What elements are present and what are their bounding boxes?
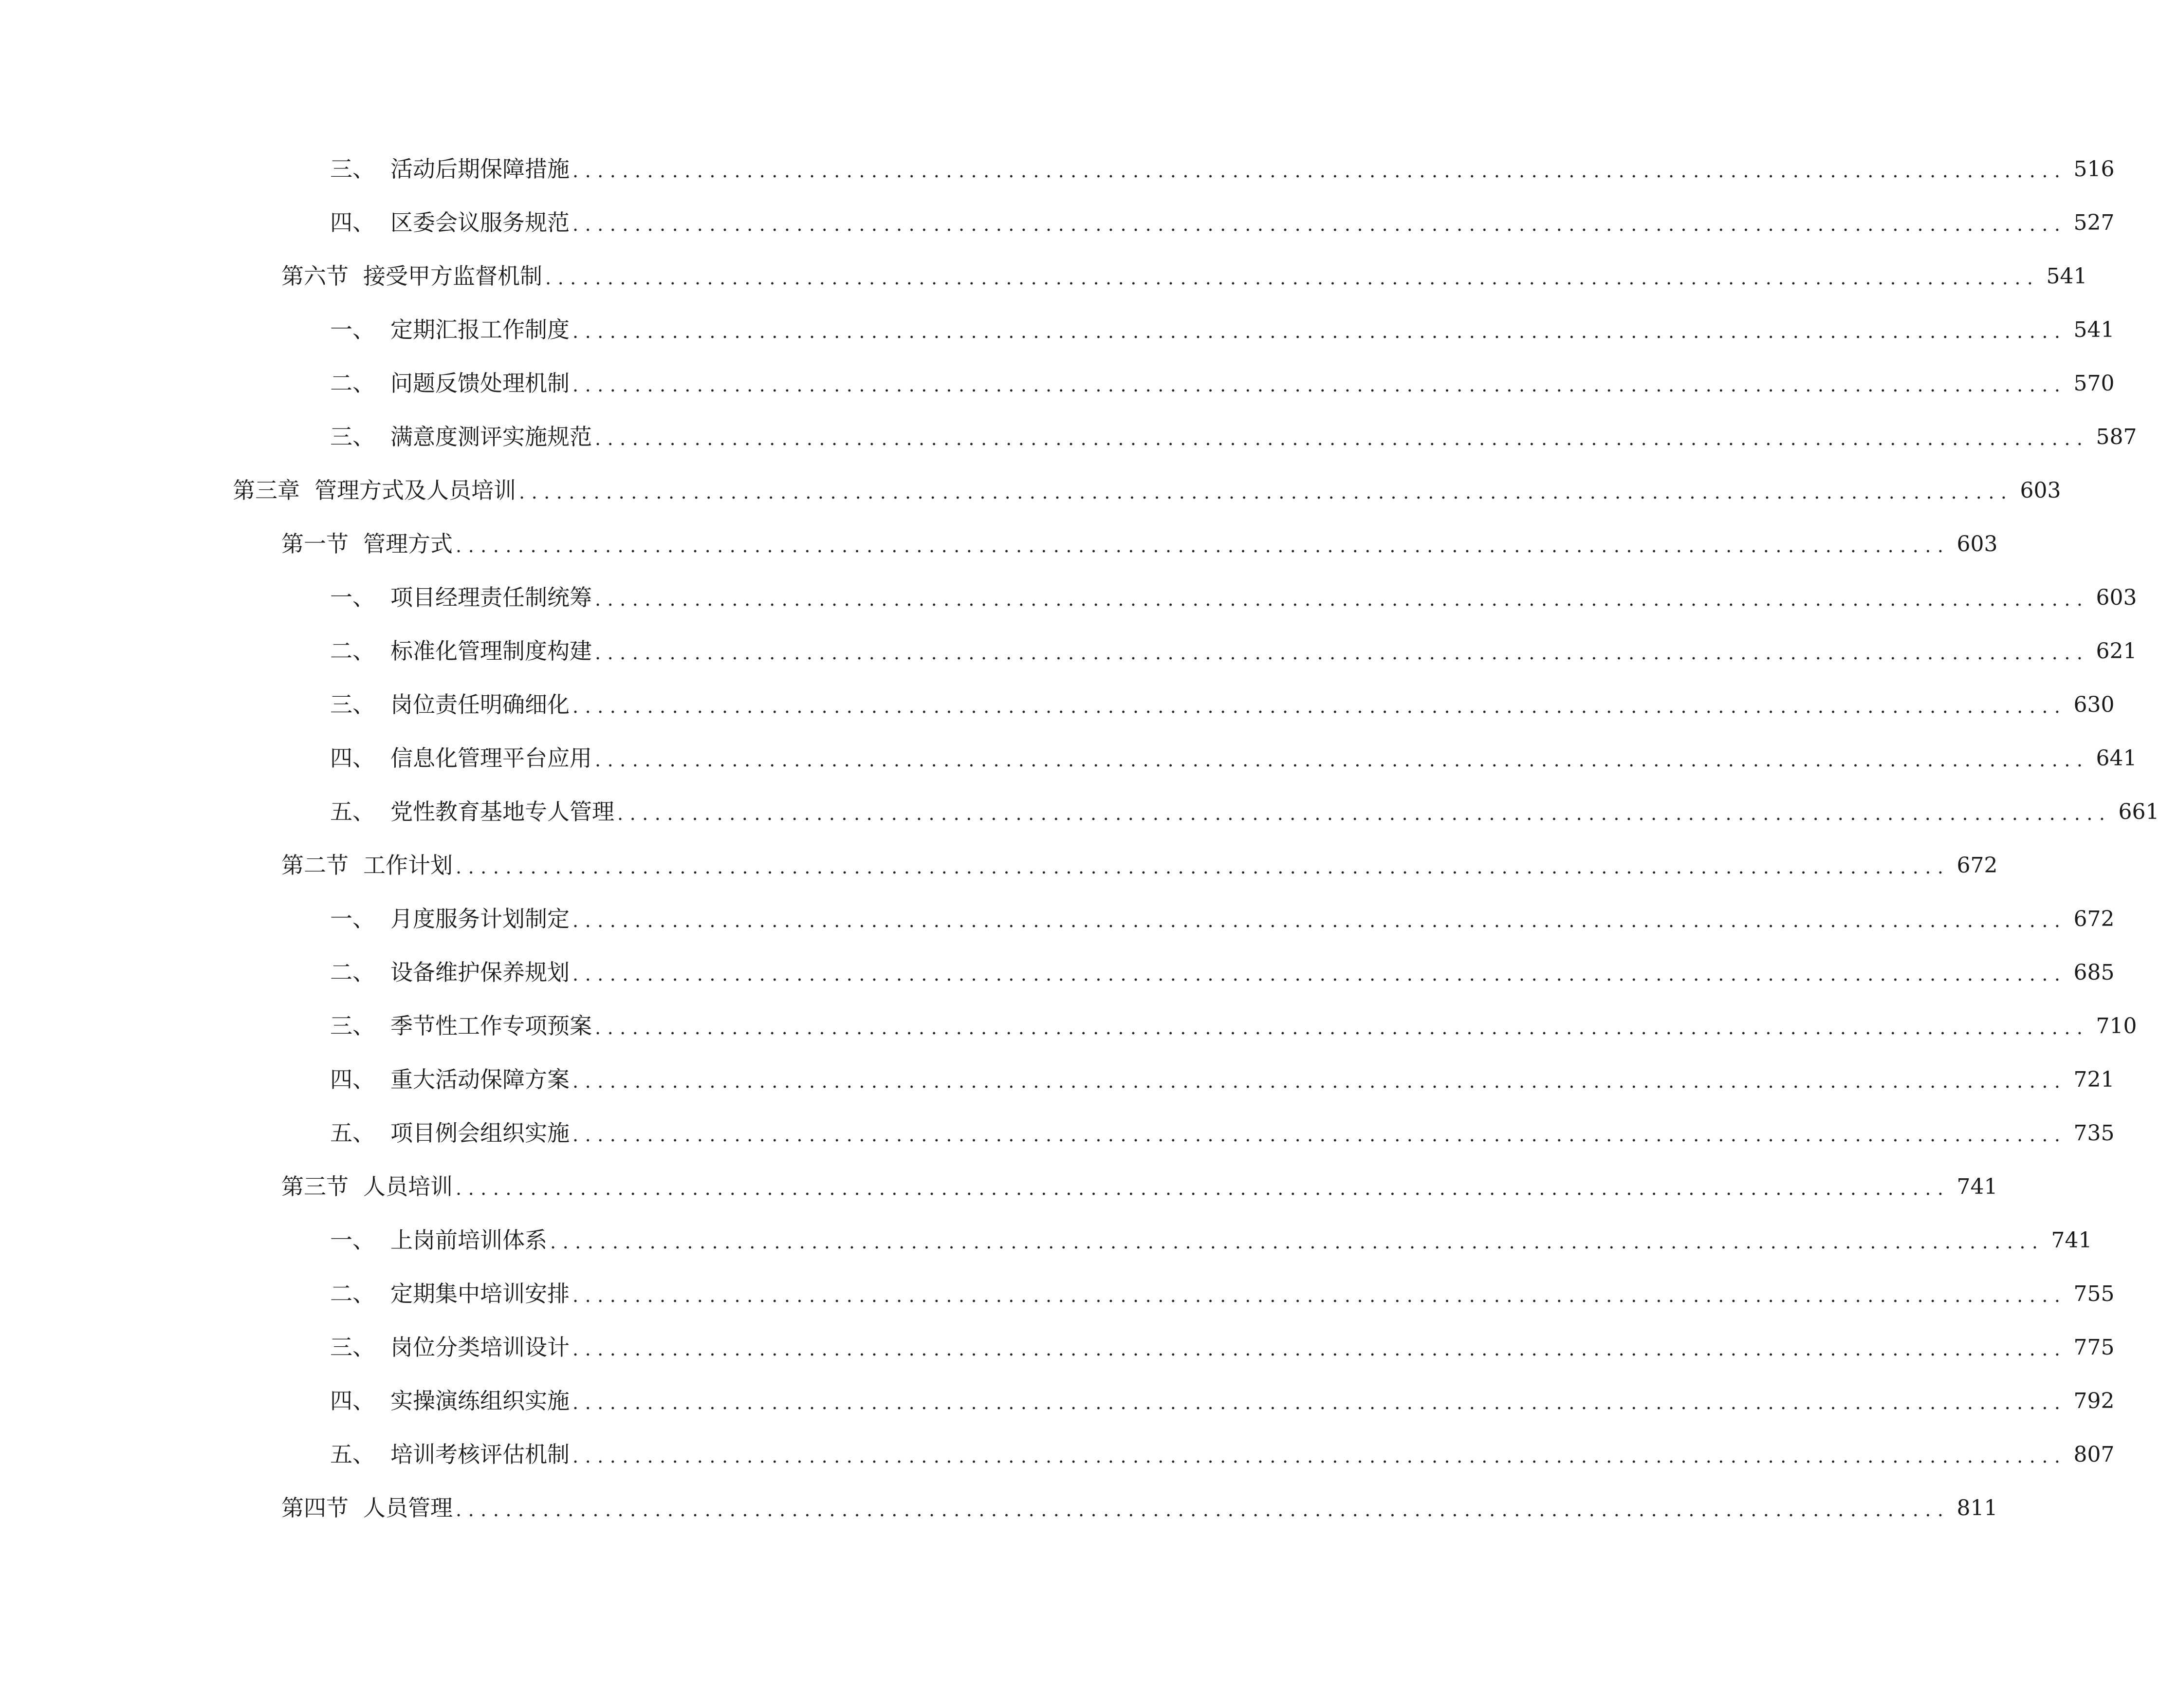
- entry-title: 满意度测评实施规范: [390, 424, 592, 450]
- entry-number: 三、: [330, 1013, 375, 1039]
- toc-entry[interactable]: [330, 409, 2137, 450]
- entry-title: 定期汇报工作制度: [390, 316, 570, 343]
- entry-title: 人员培训: [363, 1173, 453, 1200]
- entry-number: 四、: [330, 1388, 375, 1414]
- entry-number: 三、: [330, 691, 375, 718]
- entry-title: 标准化管理制度构建: [390, 638, 592, 664]
- entry-title: 重大活动保障方案: [390, 1066, 570, 1093]
- entry-number: 三、: [330, 1334, 375, 1360]
- entry-number: 第四节: [281, 1495, 349, 1521]
- dot-leader: ........................................................................................................................: [572, 964, 2067, 985]
- dot-leader: ........................................................................................................................: [456, 535, 1950, 557]
- entry-number: 四、: [330, 1066, 375, 1093]
- toc-entry[interactable]: [330, 998, 2137, 1039]
- entry-page-number: 721: [2073, 1067, 2115, 1092]
- toc-entry[interactable]: [330, 677, 2115, 718]
- entry-title: 人员管理: [363, 1495, 453, 1521]
- entry-title: 定期集中培训安排: [390, 1281, 570, 1307]
- dot-leader: ........................................................................................................................: [595, 589, 2089, 610]
- toc-entry[interactable]: [281, 248, 2087, 289]
- entry-title: 培训考核评估机制: [390, 1441, 570, 1467]
- dot-leader: ........................................................................................................................: [572, 321, 2067, 342]
- entry-page-number: 587: [2096, 425, 2137, 449]
- toc-entry[interactable]: [330, 1052, 2115, 1093]
- entry-number: 二、: [330, 959, 375, 985]
- entry-page-number: 603: [2096, 585, 2137, 610]
- toc-entry[interactable]: [330, 302, 2115, 343]
- dot-leader: ........................................................................................................................: [545, 267, 2040, 289]
- dot-leader: ........................................................................................................................: [456, 1499, 1950, 1521]
- toc-entry[interactable]: [330, 195, 2115, 236]
- dot-leader: ........................................................................................................................: [456, 1178, 1950, 1199]
- entry-page-number: 807: [2073, 1442, 2115, 1467]
- dot-leader: ........................................................................................................................: [572, 1124, 2067, 1146]
- toc-entry[interactable]: [330, 623, 2137, 664]
- dot-leader: ........................................................................................................................: [572, 1446, 2067, 1467]
- entry-title: 岗位分类培训设计: [390, 1334, 570, 1360]
- toc-entry[interactable]: [330, 730, 2137, 771]
- entry-number: 一、: [330, 316, 375, 343]
- entry-title: 设备维护保养规划: [390, 959, 570, 985]
- entry-number: 四、: [330, 209, 375, 236]
- entry-page-number: 516: [2073, 157, 2115, 182]
- entry-title: 实操演练组织实施: [390, 1388, 570, 1414]
- entry-number: 五、: [330, 1441, 375, 1467]
- entry-number: 二、: [330, 370, 375, 396]
- entry-number: 五、: [330, 1120, 375, 1146]
- toc-entry[interactable]: [330, 570, 2137, 611]
- dot-leader: ........................................................................................................................: [572, 1071, 2067, 1092]
- entry-number: 三、: [330, 424, 375, 450]
- dot-leader: ........................................................................................................................: [595, 428, 2089, 449]
- entry-title: 工作计划: [363, 852, 453, 878]
- entry-page-number: 710: [2096, 1014, 2137, 1039]
- entry-page-number: 672: [2073, 907, 2115, 931]
- dot-leader: ........................................................................................................................: [572, 1285, 2067, 1306]
- entry-page-number: 570: [2073, 371, 2115, 396]
- entry-title: 上岗前培训体系: [390, 1227, 547, 1253]
- entry-number: 一、: [330, 906, 375, 932]
- toc-entry[interactable]: [330, 141, 2115, 182]
- entry-page-number: 735: [2073, 1121, 2115, 1146]
- entry-number: 一、: [330, 1227, 375, 1253]
- toc-entry[interactable]: [330, 1373, 2115, 1414]
- entry-title: 月度服务计划制定: [390, 906, 570, 932]
- toc-entry[interactable]: [330, 891, 2115, 932]
- dot-leader: ........................................................................................................................: [572, 160, 2067, 182]
- entry-page-number: 661: [2118, 799, 2159, 824]
- entry-page-number: 603: [1956, 532, 1998, 557]
- entry-page-number: 527: [2073, 210, 2115, 235]
- entry-number: 一、: [330, 584, 375, 611]
- entry-page-number: 792: [2073, 1389, 2115, 1413]
- dot-leader: ........................................................................................................................: [595, 1017, 2089, 1039]
- entry-title: 活动后期保障措施: [390, 156, 570, 182]
- entry-number: 五、: [330, 798, 375, 825]
- entry-number: 第三章: [233, 477, 300, 503]
- toc-entry[interactable]: [330, 945, 2115, 985]
- dot-leader: ........................................................................................................................: [572, 696, 2067, 717]
- entry-number: 第三节: [281, 1173, 349, 1200]
- entry-page-number: 630: [2073, 692, 2115, 717]
- entry-page-number: 541: [2046, 264, 2087, 289]
- dot-leader: ........................................................................................................................: [456, 856, 1950, 878]
- dot-leader: ........................................................................................................................: [572, 1392, 2067, 1413]
- dot-leader: ........................................................................................................................: [572, 910, 2067, 931]
- toc-entry[interactable]: [330, 784, 2159, 825]
- entry-page-number: 685: [2073, 960, 2115, 985]
- dot-leader: ........................................................................................................................: [572, 214, 2067, 235]
- toc-entry[interactable]: [281, 1480, 1998, 1521]
- entry-number: 四、: [330, 745, 375, 771]
- entry-number: 三、: [330, 156, 375, 182]
- entry-title: 岗位责任明确细化: [390, 691, 570, 718]
- toc-entry[interactable]: [330, 1105, 2115, 1146]
- entry-title: 项目例会组织实施: [390, 1120, 570, 1146]
- entry-title: 党性教育基地专人管理: [390, 798, 614, 825]
- dot-leader: ........................................................................................................................: [617, 803, 2112, 824]
- entry-page-number: 641: [2096, 746, 2137, 771]
- entry-title: 问题反馈处理机制: [390, 370, 570, 396]
- entry-page-number: 741: [2051, 1228, 2092, 1253]
- entry-page-number: 755: [2073, 1281, 2115, 1306]
- entry-page-number: 541: [2073, 317, 2115, 342]
- entry-number: 第六节: [281, 263, 349, 289]
- dot-leader: ........................................................................................................................: [595, 642, 2089, 664]
- entry-page-number: 741: [1956, 1174, 1998, 1199]
- entry-page-number: 775: [2073, 1335, 2115, 1360]
- toc-entry[interactable]: [281, 1159, 1998, 1200]
- entry-number: 第一节: [281, 531, 349, 557]
- entry-page-number: 603: [2020, 478, 2061, 503]
- toc-entry[interactable]: [330, 1266, 2115, 1307]
- toc-entry[interactable]: [281, 837, 1998, 878]
- entry-page-number: 811: [1956, 1496, 1998, 1521]
- entry-number: 二、: [330, 638, 375, 664]
- entry-title: 区委会议服务规范: [390, 209, 570, 236]
- entry-page-number: 621: [2096, 639, 2137, 664]
- toc-entry[interactable]: [330, 1319, 2115, 1360]
- dot-leader: ........................................................................................................................: [572, 1338, 2067, 1360]
- toc-entry[interactable]: [233, 463, 2061, 503]
- entry-number: 二、: [330, 1281, 375, 1307]
- entry-page-number: 672: [1956, 853, 1998, 878]
- entry-title: 管理方式: [363, 531, 453, 557]
- entry-number: 第二节: [281, 852, 349, 878]
- entry-title: 项目经理责任制统筹: [390, 584, 592, 611]
- toc-entry[interactable]: [330, 355, 2115, 396]
- entry-title: 信息化管理平台应用: [390, 745, 592, 771]
- toc-entry[interactable]: [330, 1427, 2115, 1467]
- entry-title: 季节性工作专项预案: [390, 1013, 592, 1039]
- dot-leader: ........................................................................................................................: [572, 374, 2067, 396]
- entry-title: 接受甲方监督机制: [363, 263, 542, 289]
- dot-leader: ........................................................................................................................: [519, 482, 2013, 503]
- toc-entry[interactable]: [281, 516, 1998, 557]
- dot-leader: ........................................................................................................................: [595, 749, 2089, 771]
- entry-title: 管理方式及人员培训: [314, 477, 516, 503]
- toc-entry[interactable]: [330, 1212, 2092, 1253]
- dot-leader: ........................................................................................................................: [550, 1231, 2045, 1253]
